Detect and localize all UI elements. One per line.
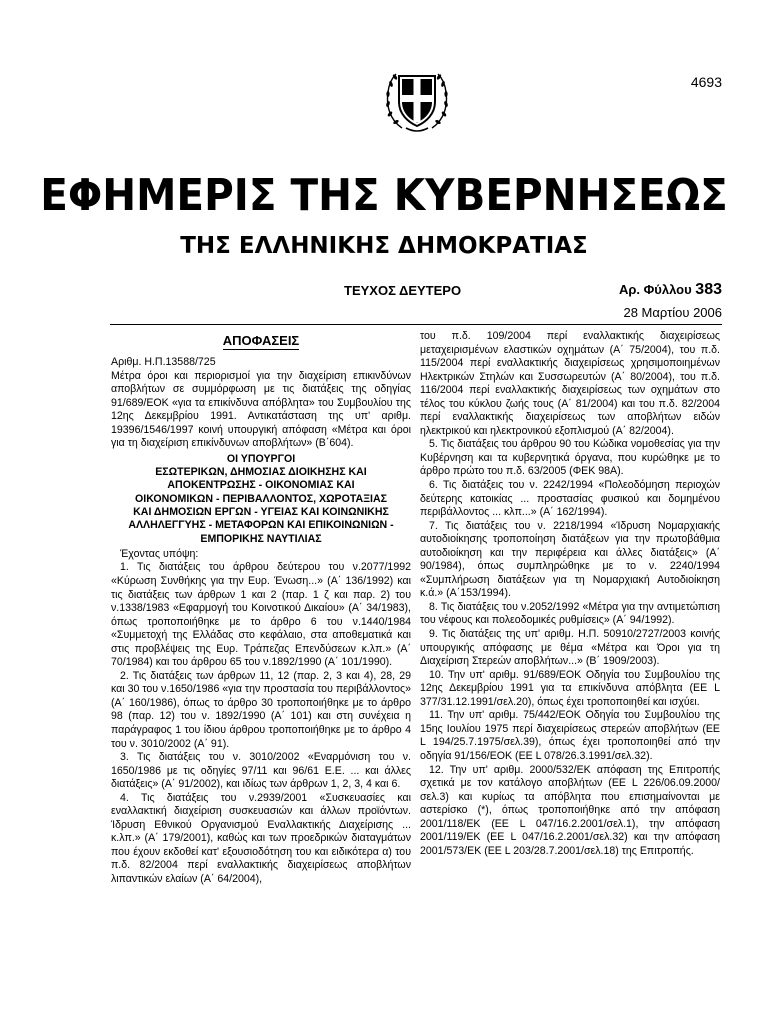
ministers-heading-line: ΟΙΚΟΝΟΜΙΚΩΝ - ΠΕΡΙΒΑΛΛΟΝΤΟΣ, ΧΩΡΟΤΑΞΙΑΣ [135, 492, 387, 505]
sheet-number-value: 383 [695, 281, 722, 298]
section-title: ΑΠΟΦΑΣΕΙΣ [222, 333, 300, 348]
consideration-paragraph: 5. Τις διατάξεις του άρθρου 90 του Κώδικα νομοθεσίας για την Κυβέρνηση και τα κυβερνητικά όργανα, που κυρώθηκε με το άρθρο πρώτο του π.δ. 63/2005 (ΦΕΚ 98Α). [420, 438, 720, 478]
left-column [111, 330, 411, 887]
issue-series: ΤΕΥΧΟΣ ΔΕΥΤΕΡΟ [344, 283, 462, 298]
sheet-number [619, 281, 722, 299]
right-column [420, 330, 720, 858]
header-divider [110, 324, 722, 325]
sheet-number-label: Αρ. Φύλλου [618, 282, 692, 297]
issue-date: 28 Μαρτίου 2006 [623, 305, 722, 320]
ministers-heading [111, 453, 411, 546]
consideration-paragraph: 2. Τις διατάξεις των άρθρων 11, 12 (παρ. 2, 3 και 4), 28, 29 και 30 του ν.1650/1986 «για την προστασία του περιβάλλοντος» (Α΄ 160/1986), όπως το άρθρο 30 τροποποιήθηκε με το άρθρο 98 (παρ. 12) του ν. 1892/1990 (Α΄ 101) και στη συνέχεια η παράγραφος 1 του ίδιου άρθρου τροποποιήθηκε με το άρθρο 4 του ν. 3010/2002 (Α΄ 91). [111, 669, 411, 750]
decision-ref-number: Αριθμ. Η.Π.13588/725 [111, 356, 216, 368]
greek-coat-of-arms-icon [382, 62, 452, 136]
ministers-heading-line: ΑΛΛΗΛΕΓΓΥΗΣ - ΜΕΤΑΦΟΡΩΝ ΚΑΙ ΕΠΙΚΟΙΝΩΝΙΩΝ - [128, 519, 394, 532]
consideration-paragraph: 3. Τις διατάξεις του ν. 3010/2002 «Εναρμόνιση του ν. 1650/1986 με τις οδηγίες 97/11 και 96/61 Ε.Ε. ... και άλλες διατάξεις» (Α΄ 91/2002), και ιδίως των άρθρων 1, 2, 3, 4 και 6. [111, 751, 411, 791]
decision-summary: Μέτρα όροι και περιορισμοί για την διαχείριση επικινδύνων αποβλήτων σε συμμόρφωση με τις διατάξεις της οδηγίας 91/689/ΕΟΚ «για τα επικίνδυνα απόβλητα» του Συμβουλίου της 12ης Δεκεμβρίου 1991. Αντικατάσταση της υπ' αριθμ. 19396/1546/1997 κοινή υπουργική απόφαση «Μέτρα και όροι για τη διαχείριση επικίνδυνων αποβλήτων» (Β΄604). [111, 369, 411, 450]
consideration-paragraph: 9. Τις διατάξεις της υπ' αριθμ. Η.Π. 50910/2727/2003 κοινής υπουργικής απόφασης με θέμα «Μέτρα και Όροι για τη Διαχείριση Στερεών αποβλήτων...» (Β΄ 1909/2003). [420, 628, 720, 668]
consideration-paragraph: 8. Τις διατάξεις του ν.2052/1992 «Μέτρα για την αντιμετώπιση του νέφους και πολεοδομικές ρυθμίσεις» (Α΄ 94/1992). [420, 600, 720, 627]
consideration-paragraph: 10. Την υπ' αριθμ. 91/689/ΕΟΚ Οδηγία του Συμβουλίου της 12ης Δεκεμβρίου 1991 για τα επικίνδυνα απόβλητα (ΕΕ L 377/31.12.1991/σελ.20), όπως έχει τροποποιηθεί και ισχύει. [420, 668, 720, 708]
ministers-heading-line: ΟΙ ΥΠΟΥΡΓΟΙ [226, 452, 296, 465]
consideration-paragraph: 7. Τις διατάξεις του ν. 2218/1994 «Ίδρυση Νομαρχιακής αυτοδιοίκησης τροποποίηση διατάξεων για την πρωτοβάθμια αυτοδιοίκηση και την περιφέρεια και άλλες διατάξεις» (Α΄ 90/1984), όπως συμπληρώθηκε με το ν. 2240/1994 «Συμπλήρωση διατάξεων για τη Νομαρχιακή Αυτοδιοίκηση κ.ά.» (Α΄153/1994). [420, 519, 720, 600]
ministers-heading-line: ΚΑΙ ΔΗΜΟΣΙΩΝ ΕΡΓΩΝ - ΥΓΕΙΑΣ ΚΑΙ ΚΟΙΝΩΝΙΚΗΣ [133, 506, 389, 519]
consideration-paragraph: 6. Τις διατάξεις του ν. 2242/1994 «Πολεοδόμηση περιοχών δεύτερης κατοικίας ... προστασίας φυσικού και δομημένου περιβάλλοντος ... κλπ...» (Α΄ 162/1994). [420, 479, 720, 519]
consideration-paragraph: 11. Την υπ' αριθμ. 75/442/ΕΟΚ Οδηγία του Συμβουλίου της 15ης Ιουλίου 1975 περί διαχειρίσεως στερεών αποβλήτων (ΕΕ L 194/25.7.1975/σελ.39), όπως έχει τροποποιηθεί από την οδηγία 91/156/ΕΟΚ (ΕΕ L 078/26.3.1991/σελ.32). [420, 709, 720, 762]
ministers-heading-line: ΑΠΟΚΕΝΤΡΩΣΗΣ - ΟΙΚΟΝΟΜΙΑΣ ΚΑΙ [167, 479, 355, 492]
gazette-subtitle: ΤΗΣ ΕΛΛΗΝΙΚΗΣ ΔΗΜΟΚΡΑΤΙΑΣ [180, 233, 588, 259]
consideration-paragraph: του π.δ. 109/2004 περί εναλλακτικής διαχειρίσεως μεταχειρισμένων ελαστικών οχημάτων (Α΄ 75/2004), του π.δ. 115/2004 περί εναλλακτικής διαχειρίσεως χρησιμοποιημένων Ηλεκτρικών Στηλών και Συσσωρευτών (Α΄ 80/2004), του π.δ. 116/2004 περί εναλλακτικής διαχειρίσεως των οχημάτων στο τέλος του κύκλου ζωής τους (Α΄ 81/2004) και του π.δ. 82/2004 περί εναλλακτικής διαχειρίσεως των αποβλήτων ειδών ηλεκτρικού και ηλεκτρονικού εξοπλισμού (Α΄ 82/2004). [420, 330, 720, 437]
ministers-heading-line: ΕΜΠΟΡΙΚΗΣ ΝΑΥΤΙΛΙΑΣ [200, 532, 322, 545]
consideration-paragraph: 12. Την υπ' αριθμ. 2000/532/ΕΚ απόφαση της Επιτροπής σχετικά με τον κατάλογο αποβλήτων (ΕΕ L 226/06.09.2000/σελ.3) και κυρίως τα απόβλητα που επισημαίνονται με αστερίσκο (*), όπως τροποποιήθηκε από την απόφαση 2001/118/ΕΚ (ΕΕ L 047/16.2.2001/σελ.1), την απόφαση 2001/119/ΕΚ (ΕΕ L 047/16.2.2001/σελ.32) και την απόφαση 2001/573/ΕΚ (ΕΕ L 203/28.7.2001/σελ.18) της Επιτροπής. [420, 763, 720, 857]
consideration-paragraph: 4. Τις διατάξεις του ν.2939/2001 «Συσκευασίες και εναλλακτική διαχείριση συσκευασιών και άλλων προϊόντων. Ίδρυση Εθνικού Οργανισμού Εναλλακτικής Διαχείρισης ... κ.λπ.» (Α΄ 179/2001), καθώς και των προεδρικών διαταγμάτων που έχουν εκδοθεί κατ' εξουσιοδότηση του και ειδικότερα α) του π.δ. 82/2004 περί εναλλακτικής διαχειρίσεως αποβλήτων λιπαντικών ελαίων (Α΄ 64/2004), [111, 791, 411, 886]
page-number: 4693 [690, 74, 722, 90]
gazette-title: ΕΦΗΜΕΡΙΣ ΤΗΣ ΚΥΒΕΡΝΗΣΕΩΣ [40, 170, 728, 221]
ministers-heading-line: ΕΣΩΤΕΡΙΚΩΝ, ΔΗΜΟΣΙΑΣ ΔΙΟΙΚΗΣΗΣ ΚΑΙ [155, 466, 367, 479]
considerations-intro: Έχοντας υπόψη: [120, 547, 199, 560]
consideration-paragraph: 1. Τις διατάξεις του άρθρου δεύτερου του ν.2077/1992 «Κύρωση Συνθήκης για την Ευρ. Ένωση...» (Α΄ 136/1992) και τις διατάξεις των άρθρων 1 και 2 (παρ. 1 ζ και παρ. 2) του ν.1338/1983 «Εφαρμογή του Κοινοτικού Δικαίου» (Α΄ 34/1983), όπως τροποποιήθηκε με το άρθρο 6 του ν.1440/1984 «Συμμετοχή της Ελλάδας στο κεφάλαιο, στα αποθεματικά και στις προβλέψεις της Ευρ. Τράπεζας Επενδύσεων κ.λπ.» (Α΄ 70/1984) και του άρθρου 65 του ν.1892/1990 (Α΄ 101/1990). [111, 561, 411, 669]
